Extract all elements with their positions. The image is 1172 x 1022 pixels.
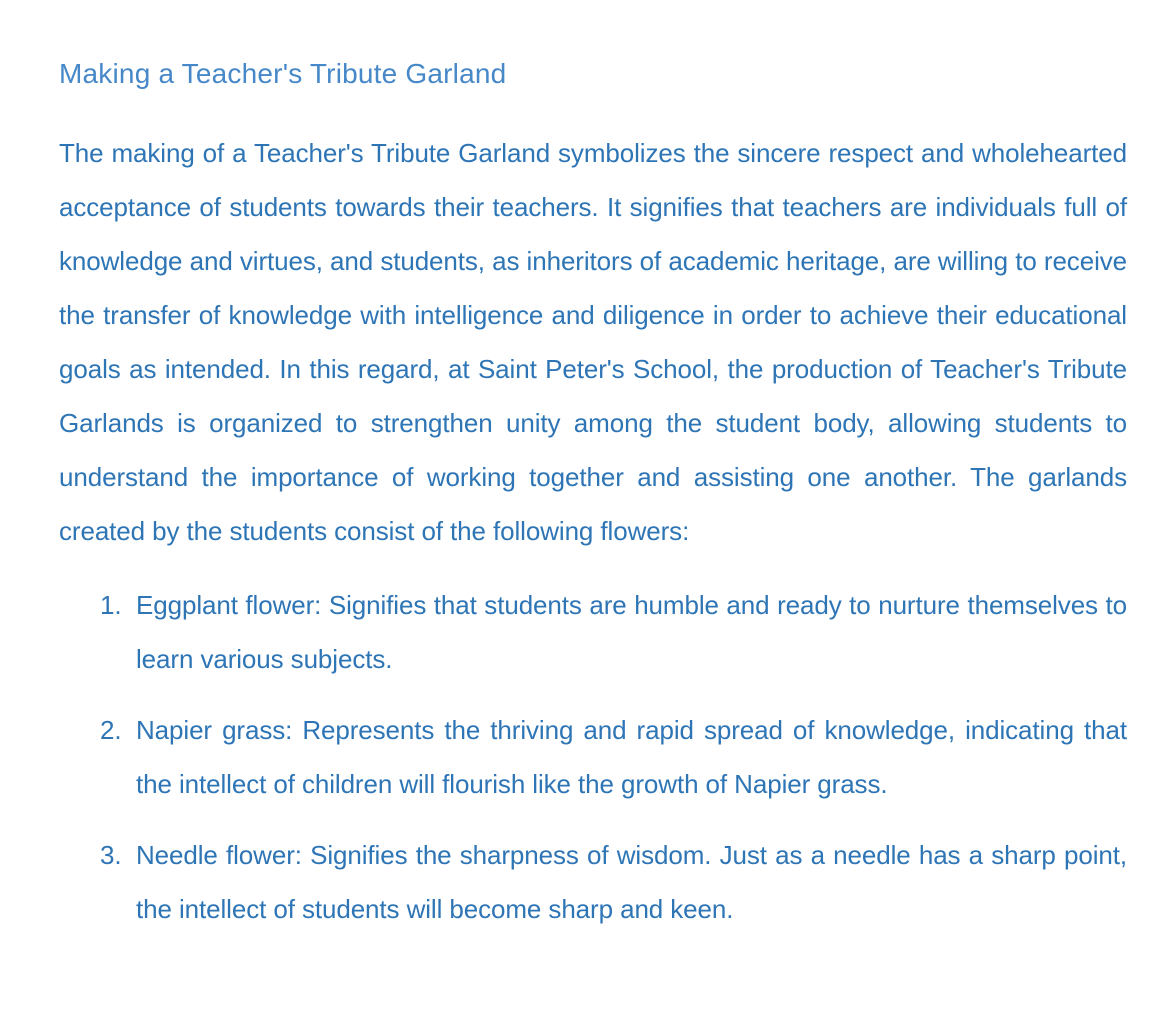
list-item-text: Eggplant flower: Signifies that students are humble and ready to nurture themselves to learn various subjects.: [136, 590, 1127, 674]
list-item-number: 1.: [100, 590, 122, 620]
list-item-number: 2.: [100, 715, 122, 745]
list-item-eggplant-flower: [59, 578, 1127, 686]
list-item-text: Needle flower: Signifies the sharpness of wisdom. Just as a needle has a sharp point, the intellect of students will become sharp and keen.: [136, 840, 1127, 924]
flower-list: [59, 578, 1127, 936]
list-item-number: 3.: [100, 840, 122, 870]
intro-paragraph: The making of a Teacher's Tribute Garland symbolizes the sincere respect and wholehearted acceptance of students towards their teachers. It signifies that teachers are individuals full of knowledge and virtues, and students, as inheritors of academic heritage, are willing to receive the transfer of knowledge with intelligence and diligence in order to achieve their educational goals as intended. In this regard, at Saint Peter's School, the production of Teacher's Tribute Garlands is organized to strengthen unity among the student body, allowing students to understand the importance of working together and assisting one another. The garlands created by the students consist of the following flowers:: [59, 138, 1127, 546]
page-title: Making a Teacher's Tribute Garland: [59, 58, 507, 89]
list-item-text: Napier grass: Represents the thriving and rapid spread of knowledge, indicating that the intellect of children will flourish like the growth of Napier grass.: [136, 715, 1127, 799]
list-item-napier-grass: [59, 703, 1127, 811]
list-item-needle-flower: [59, 828, 1127, 936]
